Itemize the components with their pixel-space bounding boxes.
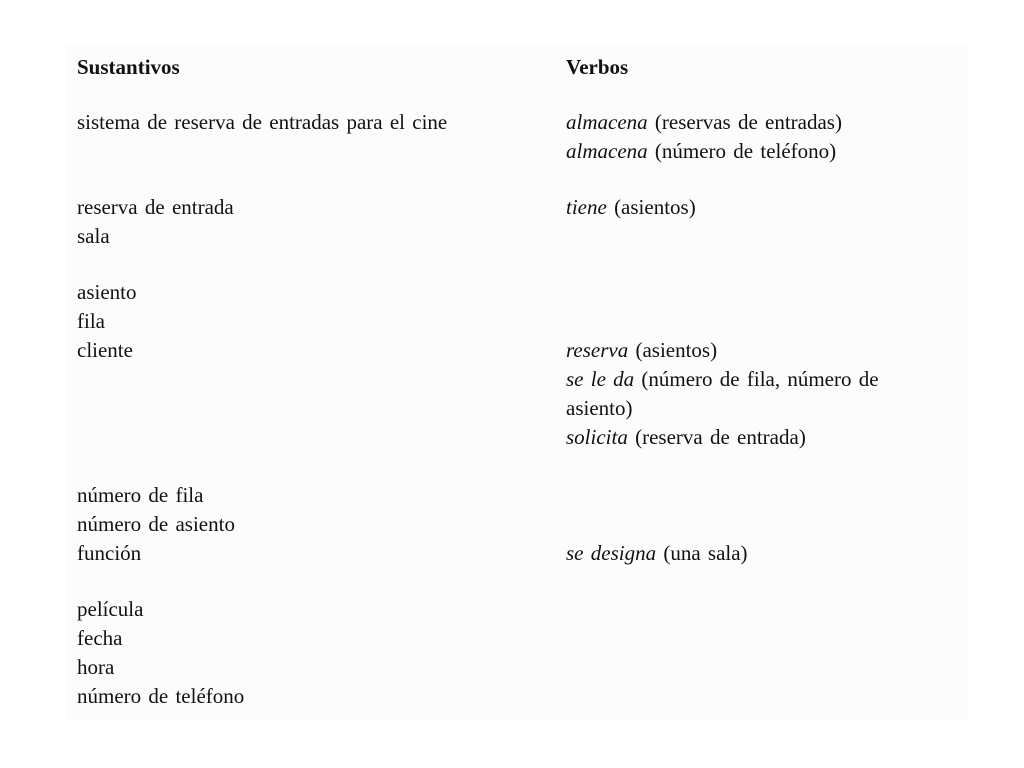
verb-line [566, 423, 806, 452]
noun-item: número de teléfono [77, 684, 245, 708]
verb-line [566, 336, 717, 365]
verbs-column-header: Verbos [566, 55, 629, 79]
verb-object: (número de teléfono) [654, 139, 837, 163]
noun-item: función [77, 541, 142, 565]
noun-item: asiento [77, 280, 137, 304]
verb-object: (reservas de entradas) [654, 110, 842, 134]
verb-line-continuation [566, 394, 632, 423]
verb-word: reserva [566, 338, 629, 362]
verb-word: se le da [566, 367, 635, 391]
verb-line [566, 137, 836, 166]
noun-item: cliente [77, 338, 133, 362]
verb-object: (una sala) [663, 541, 748, 565]
verb-line [566, 108, 842, 137]
verb-word: solicita [566, 425, 628, 449]
verb-line [566, 539, 748, 568]
noun-item: número de fila [77, 483, 204, 507]
noun-item: reserva de entrada [77, 195, 234, 219]
verb-object: (reserva de entrada) [635, 425, 806, 449]
verb-object: (asientos) [614, 195, 696, 219]
noun-item: película [77, 597, 144, 621]
noun-item: sala [77, 224, 110, 248]
verb-word: se designa [566, 541, 657, 565]
noun-item: fecha [77, 626, 123, 650]
noun-item: hora [77, 655, 115, 679]
verb-line [566, 193, 696, 222]
verb-line [566, 365, 879, 394]
noun-item: fila [77, 309, 105, 333]
verb-word: almacena [566, 139, 648, 163]
noun-item: número de asiento [77, 512, 235, 536]
verb-object: (número de fila, número de [641, 367, 879, 391]
noun-item: sistema de reserva de entradas para el cine [77, 110, 448, 134]
verb-object: asiento) [566, 396, 633, 420]
verb-word: tiene [566, 195, 607, 219]
verb-object: (asientos) [635, 338, 718, 362]
verb-word: almacena [566, 110, 648, 134]
nouns-column-header: Sustantivos [77, 55, 180, 79]
